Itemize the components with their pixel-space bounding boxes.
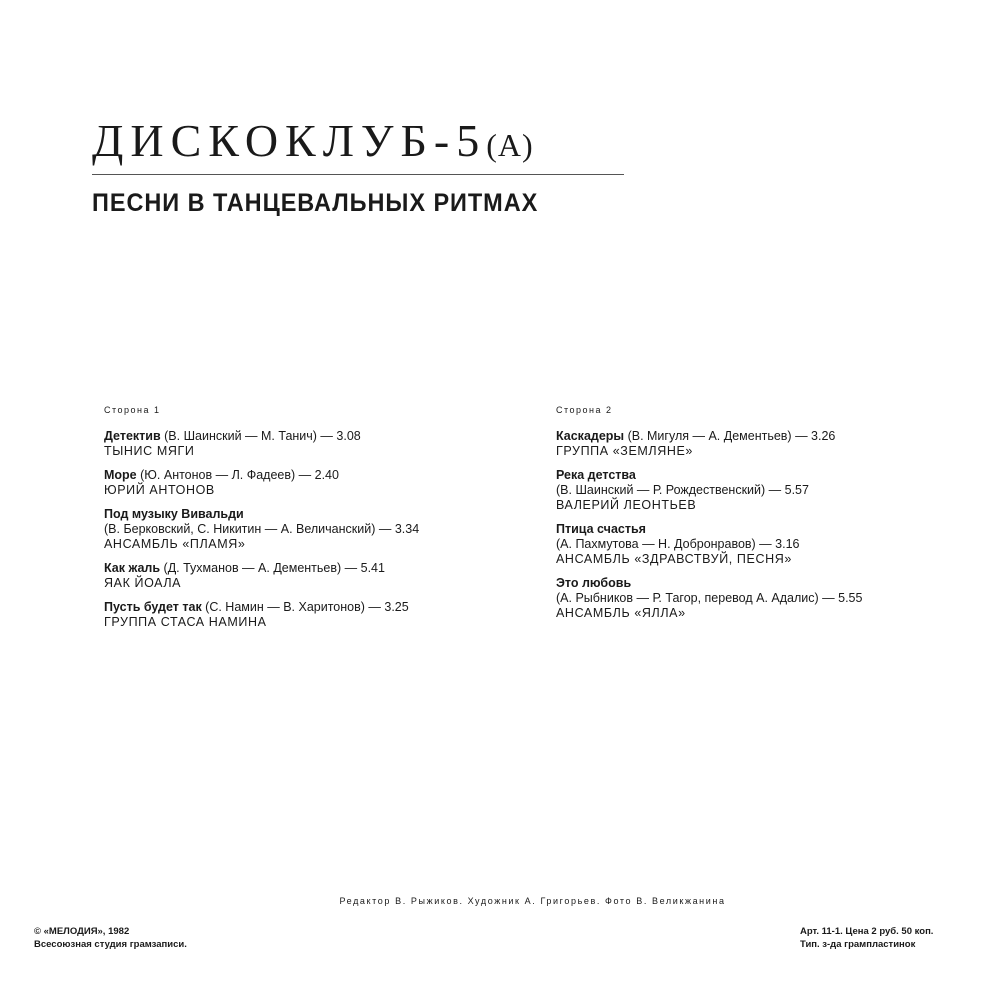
studio-name: Всесоюзная студия грамзаписи. <box>34 939 187 950</box>
track-item <box>104 561 419 591</box>
track-performer: ГРУППА «ЗЕМЛЯНЕ» <box>556 444 693 458</box>
printer-info: Тип. з-да грампластинок <box>800 939 916 950</box>
track-name: Детектив <box>104 429 161 443</box>
track-name: Река детства <box>556 468 636 482</box>
track-item <box>104 600 419 630</box>
side-2-label: Сторона 2 <box>556 405 613 415</box>
track-title-line <box>556 429 862 444</box>
album-title <box>92 115 534 166</box>
track-name: Море <box>104 468 137 482</box>
track-name: Каскадеры <box>556 429 625 443</box>
footer-publisher <box>34 925 187 951</box>
track-name: Пусть будет так <box>104 600 202 614</box>
track-credits: (Д. Тухманов — А. Дементьев) — 5.41 <box>160 561 385 575</box>
side-1-label: Сторона 1 <box>104 405 161 415</box>
side-2-tracklist <box>556 406 862 630</box>
track-name: Как жаль <box>104 561 161 575</box>
track-performer: ТЫНИС МЯГИ <box>104 444 195 458</box>
track-item <box>556 522 862 567</box>
album-title-suffix: (А) <box>486 127 534 163</box>
track-credits: (В. Мигуля — А. Дементьев) — 3.26 <box>624 429 836 443</box>
track-credits: (А. Рыбников — Р. Тагор, перевод А. Адалис) — 5.55 <box>556 591 863 605</box>
track-credits: (А. Пахмутова — Н. Добронравов) — 3.16 <box>556 537 800 551</box>
price-article: Арт. 11-1. Цена 2 руб. 50 коп. <box>800 926 934 937</box>
track-item <box>556 468 862 513</box>
track-performer: ВАЛЕРИЙ ЛЕОНТЬЕВ <box>556 498 697 512</box>
track-performer: ЮРИЙ АНТОНОВ <box>104 483 215 497</box>
side-1-tracklist <box>104 406 419 639</box>
track-item <box>104 468 419 498</box>
track-name: Птица счастья <box>556 522 646 536</box>
track-credits: (В. Шаинский — Р. Рождественский) — 5.57 <box>556 483 809 497</box>
track-title-line <box>104 561 419 576</box>
track-item <box>104 507 419 552</box>
track-title-line <box>104 468 419 483</box>
track-item <box>104 429 419 459</box>
track-performer: АНСАМБЛЬ «ПЛАМЯ» <box>104 537 246 551</box>
track-performer: АНСАМБЛЬ «ЯЛЛА» <box>556 606 686 620</box>
production-credits: Редактор В. Рыжиков. Художник А. Григорьев. Фото В. Великжанина <box>339 896 726 906</box>
album-subtitle: ПЕСНИ В ТАНЦЕВАЛЬНЫХ РИТМАХ <box>92 189 539 217</box>
track-credits: (В. Шаинский — М. Танич) — 3.08 <box>160 429 361 443</box>
copyright-notice: © «МЕЛОДИЯ», 1982 <box>34 926 130 937</box>
title-divider <box>92 174 624 175</box>
track-performer: АНСАМБЛЬ «ЗДРАВСТВУЙ, ПЕСНЯ» <box>556 552 792 566</box>
track-name: Это любовь <box>556 576 632 590</box>
album-title-main: ДИСКОКЛУБ-5 <box>92 115 487 166</box>
track-item <box>556 429 862 459</box>
track-credits: (В. Берковский, С. Никитин — А. Величанский) — 3.34 <box>104 522 420 536</box>
track-title-line <box>104 429 419 444</box>
track-credits: (Ю. Антонов — Л. Фадеев) — 2.40 <box>136 468 339 482</box>
track-item <box>556 576 862 621</box>
footer-price <box>800 925 933 951</box>
track-performer: ГРУППА СТАСА НАМИНА <box>104 615 267 629</box>
track-credits: (С. Намин — В. Харитонов) — 3.25 <box>201 600 409 614</box>
track-name: Под музыку Вивальди <box>104 507 244 521</box>
track-performer: ЯАК ЙОАЛА <box>104 576 182 590</box>
track-title-line <box>104 600 419 615</box>
